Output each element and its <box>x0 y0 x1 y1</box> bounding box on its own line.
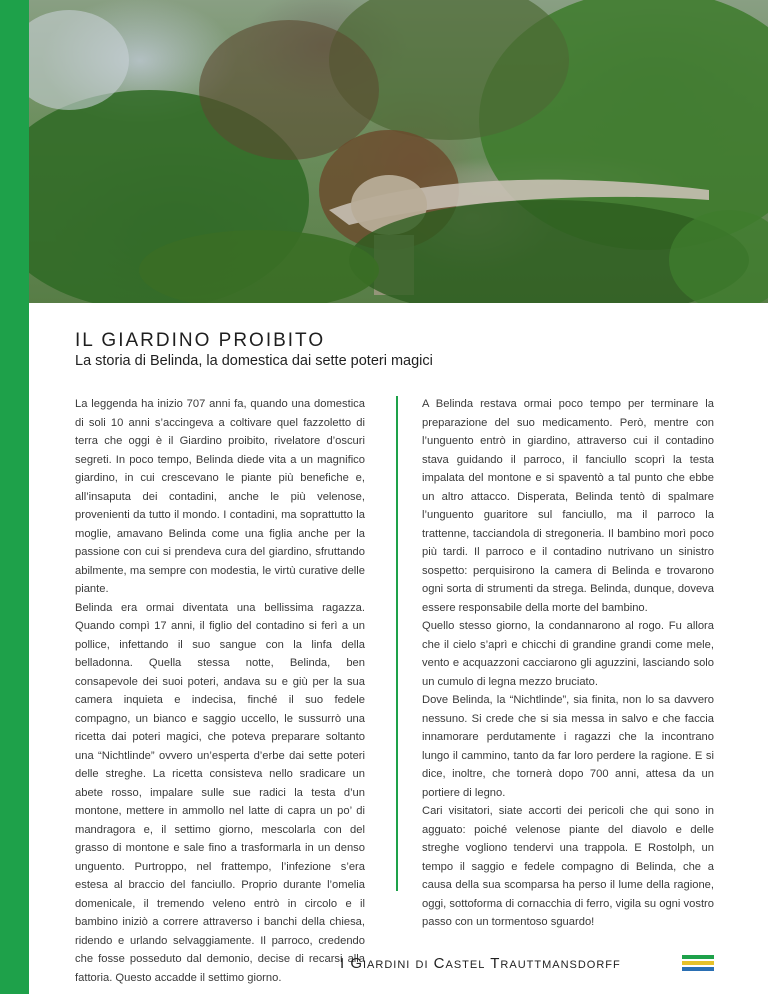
trauttmansdorff-logo-icon <box>680 952 716 974</box>
garden-photo-art <box>29 0 768 303</box>
paragraph: Quello stesso giorno, la condannarono al rogo. Fu allora che il cielo s’aprì e chicchi di grandine grandi come mele, vento e acquazzoni cacciarono gli aguzzini, lasciando solo un cumulo di legna mezzo bruciato. <box>422 620 714 688</box>
green-side-bar <box>0 0 29 994</box>
footer-brand: I Giardini di Castel Trauttmansdorff <box>340 955 621 972</box>
paragraph: Cari visitatori, siate accorti dei pericoli che qui sono in agguato: poiché velenose piante del diavolo e delle streghe vogliono tendervi una trappola. E Rostolph, un tempo il saggio e fedele compagno di Belinda, che a causa della sua scomparsa ha perso il lume della ragione, oggi, sottoforma di cornacchia di ferro, vigila su ogni vostro passo con un tormentoso sguardo! <box>422 805 714 928</box>
paragraph: Belinda era ormai diventata una bellissima ragazza. Quando compì 17 anni, il figlio del contadino si ferì a un pollice, infettando il suo sangue con la linfa della belladonna. Quella stessa notte, Belinda, ben consapevole dei suoi poteri, andava su e giù per la sua camera inquieta e indecisa, finché il suo fedele compagno, un bianco e saggio uccello, le sussurrò una ricetta dai poteri magici, che poteva preparare soltanto una “Nichtlinde” ovvero un’esperta d’erbe dai sette poteri delle streghe. La ricetta consisteva nello sradicare un abete rosso, impalare sulle sue radici la testa d’un montone, mettere in ammollo nel latte di capra un po’ di mandragora e, il settimo giorno, mescolarla con del grasso di montone e sale fino a trasformarla in un denso unguento. Purtroppo, nel frattempo, l’infezione s’era estesa al braccio del fanciullo. Proprio durante l’omelia domenicale, il tremendo veleno entrò in circolo e il bambino iniziò a correre attraverso i banchi della chiesa, ridendo e urlando selvaggiamente. Il parroco, credendo che fosse posseduto dal demonio, decise di recarsi alla fattoria. Questo accadde il settimo giorno. <box>75 601 365 984</box>
left-text-column <box>75 395 365 987</box>
paragraph: A Belinda restava ormai poco tempo per terminare la preparazione del suo medicamento. Però, mentre con l’unguento entrò in giardino, attraverso cui il contadino stava guidando il parroco, il fanciullo scoprì la testa impalata del montone e si spaventò a tal punto che ebbe un altro attacco. Disperata, Belinda tentò di spalmare l’unguento guaritore sul fanciullo, ma il parroco la trattenne, tacciandola di stregoneria. Il bambino morì poco più tardi. Il parroco e il contadino nutrivano un sinistro sospetto: perquisirono la camera di Belinda e trovarono ogni sorta di strumenti da strega. Belinda, dunque, doveva essere responsabile della morte del bambino. <box>422 398 714 614</box>
garden-photo <box>29 0 768 303</box>
column-divider <box>396 396 398 891</box>
paragraph: La leggenda ha inizio 707 anni fa, quando una domestica di soli 10 anni s’accingeva a coltivare quel fazzoletto di terra che oggi è il Giardino proibito, rivelatore d’oscuri segreti. In poco tempo, Belinda diede vita a un magnifico giardino, in cui crescevano le piante più benefiche e, all’insaputa dei contadini, anche le più velenose, provenienti da tutto il mondo. I contadini, ma soprattutto la moglie, amavano Belinda come una figlia anche per la passione con cui si prendeva cura del giardino, sfruttando abilmente, ma sempre con modestia, le virtù curative delle piante. <box>75 398 365 595</box>
paragraph: Dove Belinda, la “Nichtlinde”, sia finita, non lo sa davvero nessuno. Si crede che si sia messa in salvo e che faccia innamorare perdutamente i ragazzi che la incontrano lungo il cammino, tanto da far loro perdere la ragione. E si dice, inoltre, che tornerà dopo 700 anni, attesa da un portiere di legno. <box>422 694 714 799</box>
article-subtitle: La storia di Belinda, la domestica dai sette poteri magici <box>75 353 433 369</box>
right-text-column <box>422 395 714 932</box>
article-title: IL GIARDINO PROIBITO <box>75 330 326 351</box>
